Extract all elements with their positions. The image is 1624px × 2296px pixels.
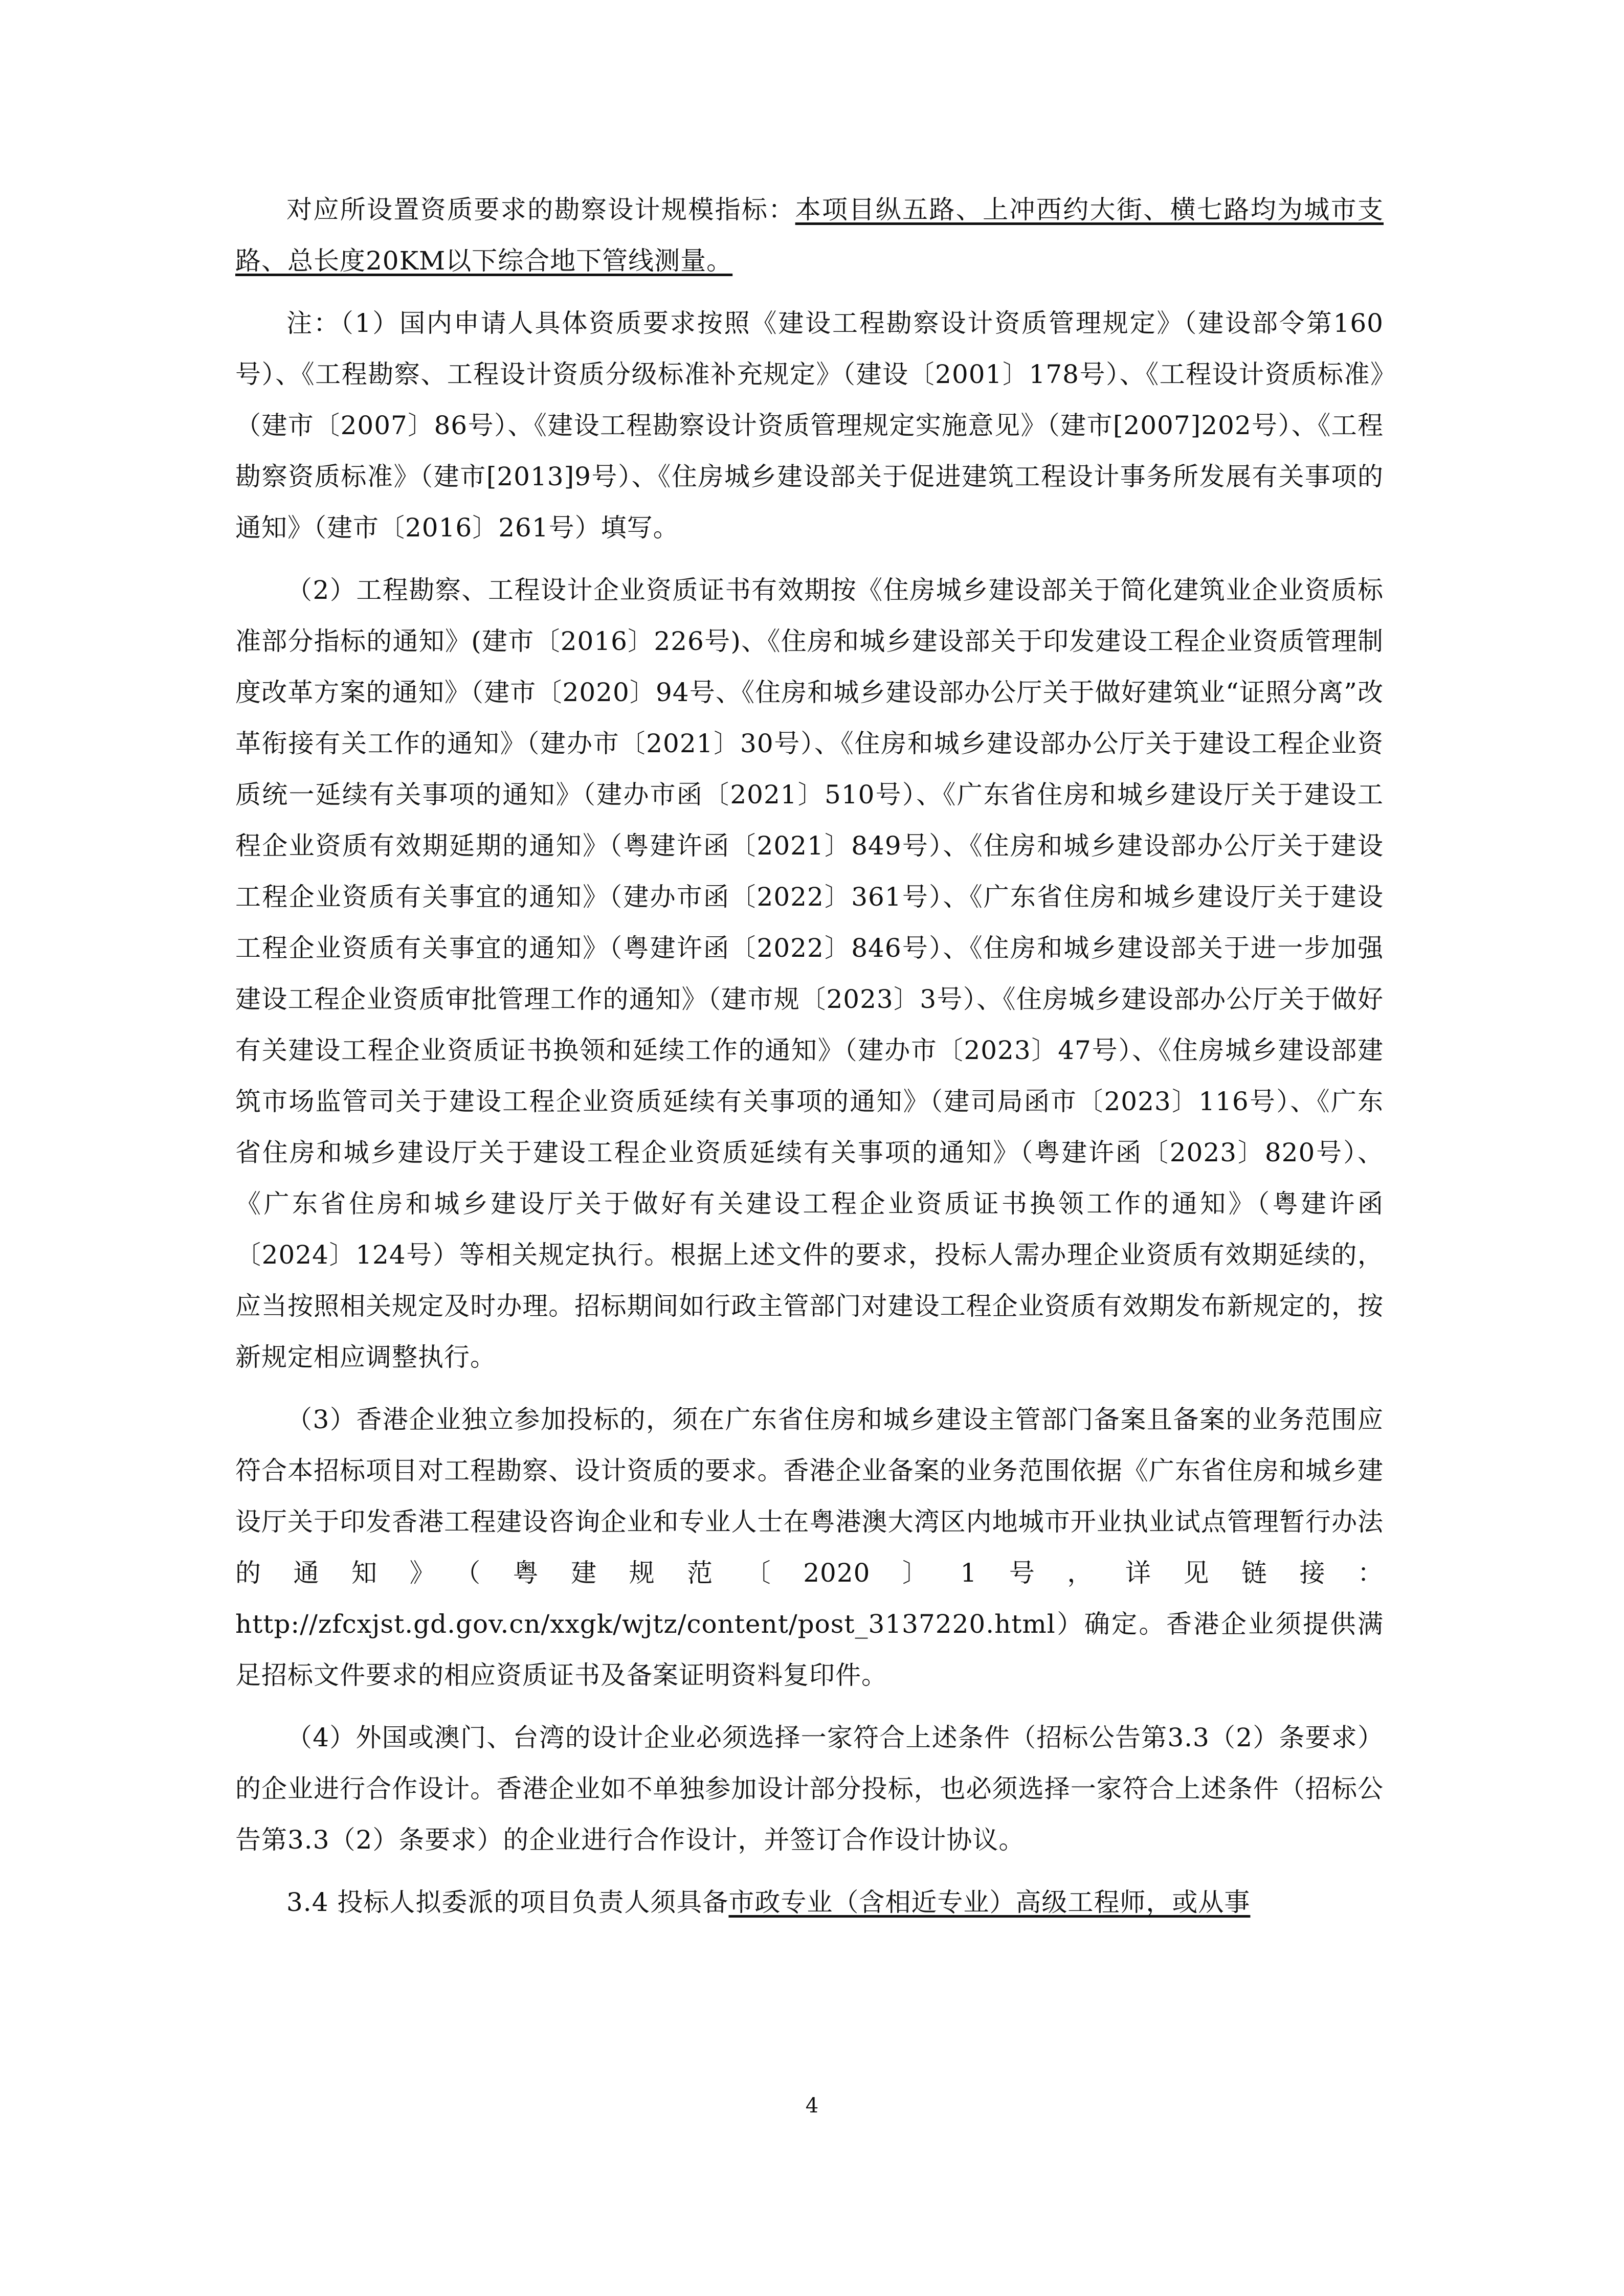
paragraph-3-4-project-leader bbox=[235, 1877, 1384, 1928]
project-leader-requirement: 市政专业（含相近专业）高级工程师，或从事 bbox=[728, 1887, 1251, 1917]
paragraph-note-2: （2）工程勘察、工程设计企业资质证书有效期按《住房城乡建设部关于简化建筑业企业资质标准部分指标的通知》(建市〔2016〕226号)、《住房和城乡建设部关于印发建设工程企业资质管理制度改革方案的通知》（建市〔2020〕94号、《住房和城乡建设部办公厅关于做好建筑业“证照分离”改革衔接有关工作的通知》（建办市〔2021〕30号）、《住房和城乡建设部办公厅关于建设工程企业资质统一延续有关事项的通知》（建办市函〔2021〕510号）、《广东省住房和城乡建设厅关于建设工程企业资质有效期延期的通知》（粤建许函〔2021〕849号）、《住房和城乡建设部办公厅关于建设工程企业资质有关事宜的通知》（建办市函〔2022〕361号）、《广东省住房和城乡建设厅关于建设工程企业资质有关事宜的通知》（粤建许函〔2022〕846号）、《住房和城乡建设部关于进一步加强建设工程企业资质审批管理工作的通知》（建市规〔2023〕3号）、《住房城乡建设部办公厅关于做好有关建设工程企业资质证书换领和延续工作的通知》（建办市〔2023〕47号）、《住房城乡建设部建筑市场监管司关于建设工程企业资质延续有关事项的通知》（建司局函市〔2023〕116号）、《广东省住房和城乡建设厅关于建设工程企业资质延续有关事项的通知》（粤建许函〔2023〕820号）、《广东省住房和城乡建设厅关于做好有关建设工程企业资质证书换领工作的通知》（粤建许函〔2024〕124号）等相关规定执行。根据上述文件的要求，投标人需办理企业资质有效期延续的，应当按照相关规定及时办理。招标期间如行政主管部门对建设工程企业资质有效期发布新规定的，按新规定相应调整执行。 bbox=[235, 575, 1384, 1372]
paragraph-note-4: （4）外国或澳门、台湾的设计企业必须选择一家符合上述条件（招标公告第3.3（2）条要求）的企业进行合作设计。香港企业如不单独参加设计部分投标，也必须选择一家符合上述条件（招标公告第3.3（2）条要求）的企业进行合作设计，并签订合作设计协议。 bbox=[235, 1723, 1384, 1855]
paragraph-scale-indicator bbox=[235, 184, 1384, 286]
project-leader-label: 3.4 投标人拟委派的项目负责人须具备 bbox=[286, 1887, 729, 1917]
paragraph-note-3: （3）香港企业独立参加投标的，须在广东省住房和城乡建设主管部门备案且备案的业务范围应符合本招标项目对工程勘察、设计资质的要求。香港企业备案的业务范围依据《广东省住房和城乡建设厅关于印发香港工程建设咨询企业和专业人士在粤港澳大湾区内地城市开业执业试点管理暂行办法的通知》（粤建规范〔2020〕1号，详见链接：http://zfcxjst.gd.gov.cn/xxgk/wjtz/content/post_3137220.html）确定。香港企业须提供满足招标文件要求的相应资质证书及备案证明资料复印件。 bbox=[235, 1405, 1384, 1690]
scale-indicator-value: 本项目纵五路、上冲西约大街、横七路均为城市支路、总长度20KM以下综合地下管线测量。 bbox=[235, 195, 1384, 276]
document-body bbox=[235, 184, 1384, 1928]
scale-indicator-label: 对应所设置资质要求的勘察设计规模指标： bbox=[286, 195, 795, 224]
paragraph-note-1: 注：（1）国内申请人具体资质要求按照《建设工程勘察设计资质管理规定》（建设部令第160号）、《工程勘察、工程设计资质分级标准补充规定》（建设〔2001〕178号）、《工程设计资质标准》（建市〔2007〕86号）、《建设工程勘察设计资质管理规定实施意见》（建市[2007]202号）、《工程勘察资质标准》（建市[2013]9号）、《住房城乡建设部关于促进建筑工程设计事务所发展有关事项的通知》（建市〔2016〕261号）填写。 bbox=[235, 308, 1384, 543]
page-number: 4 bbox=[805, 2094, 819, 2118]
